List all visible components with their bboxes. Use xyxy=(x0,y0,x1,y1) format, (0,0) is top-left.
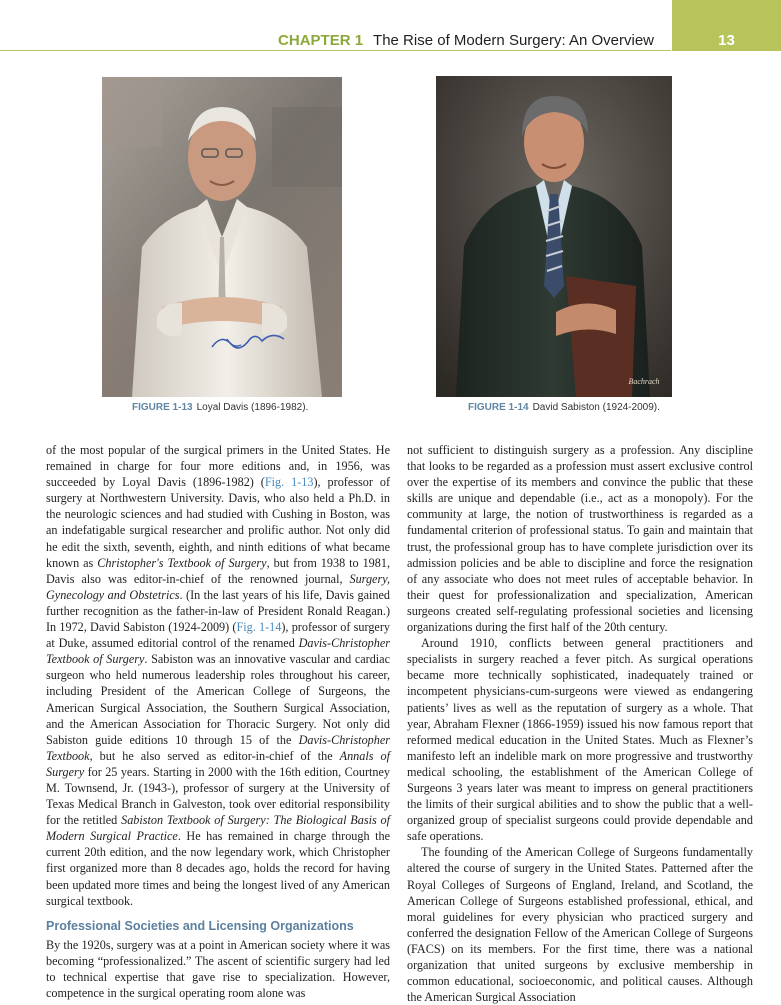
running-header xyxy=(278,32,654,49)
figure-reference-link[interactable]: Fig. 1-14 xyxy=(236,620,282,635)
figure-1-14-portrait xyxy=(436,76,672,397)
chapter-label: CHAPTER 1 xyxy=(278,32,364,49)
section-heading: Professional Societies and Licensing Organizations xyxy=(46,918,354,933)
paragraph: not sufficient to distinguish surgery as a profession. Any discipline that looks to be regarded as a profession must assert exclusive control over the expertise of its members and convince the public that these skills are unique and dependable (i.e., act as a monopoly). For the community at large, the notion of trustworthiness is regarded as a fundamental criterion of professional status. To gain and maintain that trust, the professional group has to have complete jurisdiction over its admission policies and be able to discipline and force the resignation of any associate who does not meet rules of acceptable behavior. In their quest for professionalization and specialization, American surgeons created self-regulating professional societies and licensing organizations during the first half of the 20th century. xyxy=(407,443,753,635)
figure-1-13-caption xyxy=(132,402,308,413)
page-number: 13 xyxy=(718,32,735,49)
page-number-tab xyxy=(672,0,781,51)
figure-caption-text: Loyal Davis (1896-1982). xyxy=(196,402,309,413)
artist-signature: Bachrach xyxy=(628,377,660,386)
paragraph: Around 1910, conflicts between general practitioners and specialists in surgery reached a fever pitch. As surgical operations became more technically sophisticated, inadequately trained or incompetent physicians-cum-surgeons were viewed as endangering patients’ lives as well as the reputation of surgery as a whole. That year, Abraham Flexner (1866-1959) issued his now famous report that reformed medical education in the United States. Much as Flexner’s manifesto left an indelible mark on more progressive and trustworthy medical schooling, the establishment of the American College of Surgeons 3 years later was meant to impress on general practitioners the limits of their surgical abilities and to show the public that a well-organized group of specialist surgeons could provide dependable and safe operations. xyxy=(407,636,753,844)
paragraph: The founding of the American College of Surgeons fundamentally altered the course of surgery in the United States. Patterned after the Royal Colleges of Surgeons of England, Ireland, and Scotland, the American College of Surgeons established professional, ethical, and moral guidelines for every physician who practiced surgery and conferred the designation Fellow of the American College of Surgeons (FACS) on its members. For the first time, there was a national organization that united surgeons by exclusive membership in common educational, socioeconomic, and political causes. Although the American Surgical Association xyxy=(407,845,753,1005)
figure-reference-link[interactable]: Fig. 1-13 xyxy=(264,475,314,490)
figure-caption-text: David Sabiston (1924-2009). xyxy=(532,402,660,413)
figure-label: FIGURE 1-13 xyxy=(132,402,193,413)
left-column xyxy=(46,442,390,1001)
figure-label: FIGURE 1-14 xyxy=(468,402,529,413)
right-column xyxy=(407,442,753,1005)
figure-1-14-caption xyxy=(468,402,660,413)
figure-1-13-portrait xyxy=(102,77,342,397)
paragraph: By the 1920s, surgery was at a point in American society where it was becoming “professionalized.” The ascent of scientific surgery had led to technical expertise that gave rise to specialization. However, competence in the surgical operating room alone was xyxy=(46,937,390,1001)
chapter-title: The Rise of Modern Surgery: An Overview xyxy=(373,32,654,49)
paragraph: of the most popular of the surgical primers in the United States. He remained in charge for four more editions and, in 1956, was succeeded by Loyal Davis (1896-1982) (Fig. 1-13), professor of surgery at Northwestern University. Davis, who also held a Ph.D. in the neurologic sciences and had studied with Cushing in Boston, was an indefatigable surgical researcher and prolific author. Not only did he edit the sixth, seventh, eighth, and ninth editions of what became known as Christopher's Textbook of Surgery, but from 1938 to 1981, Davis also was editor-in-chief of the renowned journal, Surgery, Gynecology and Obstetrics. (In the last years of his life, Davis gained further recognition as the father-in-law of President Ronald Reagan.) In 1972, David Sabiston (1924-2009) (Fig. 1-14), professor of surgery at Duke, assumed editorial control of the renamed Davis-Christopher Textbook of Surgery. Sabiston was an innovative vascular and cardiac surgeon who held numerous leadership roles throughout his career, including President of the American College of Surgeons, the American Surgical Association, the Southern Surgical Association, and the American Association for Thoracic Surgery. Not only did Sabiston guide editions 10 through 15 of the Davis-Christopher Textbook, but he also served as editor-in-chief of the Annals of Surgery for 25 years. Starting in 2000 with the 16th edition, Courtney M. Townsend, Jr. (1943-), professor of surgery at the University of Texas Medical Branch in Galveston, took over editorial responsibility for the retitled Sabiston Textbook of Surgery: The Biological Basis of Modern Surgical Practice. He has remained in charge through the current 20th edition, and the now legendary work, which Christopher first organized more than 8 decades ago, holds the record for having been updated more times and being the longest lived of any American surgical textbook. xyxy=(46,443,391,908)
